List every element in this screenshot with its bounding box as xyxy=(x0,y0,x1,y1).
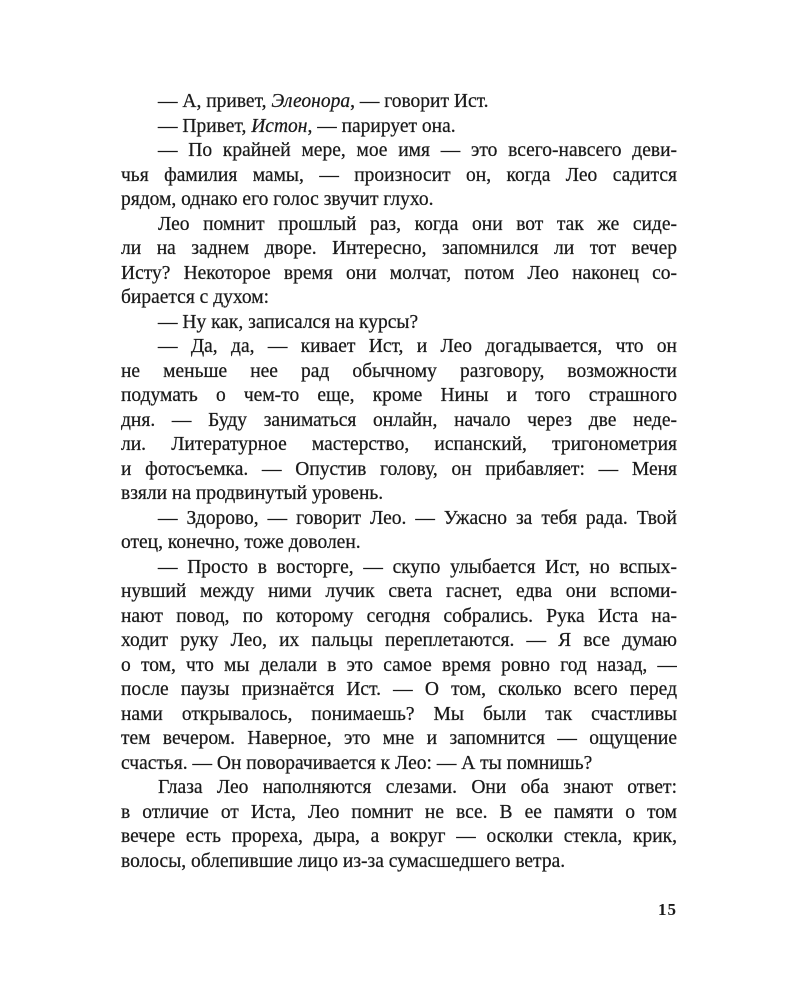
text-line xyxy=(121,580,677,605)
text-line xyxy=(121,115,677,140)
text-segment: бирается с духом: xyxy=(121,287,270,308)
text-line xyxy=(121,458,677,483)
text-line xyxy=(121,188,677,213)
text-segment: в отличие от Иста, Лео помнит не все. В ее памяти о том xyxy=(121,801,677,823)
text-segment: Лео помнит прошлый раз, когда они вот так же сиде- xyxy=(158,213,677,235)
text-line xyxy=(121,139,677,164)
text-segment: нают повод, по которому сегодня собрались. Рука Иста на- xyxy=(121,605,677,627)
text-line xyxy=(121,850,677,875)
text-line xyxy=(121,825,677,850)
text-line xyxy=(121,678,677,703)
text-line xyxy=(121,237,677,262)
text-line xyxy=(121,801,677,826)
italic-text: Элеонора xyxy=(271,91,351,112)
text-segment: нувший между ними лучик света гаснет, едва они вспоми- xyxy=(121,581,677,602)
text-segment: отец, конечно, тоже доволен. xyxy=(121,532,361,553)
text-segment: ходит руку Лео, их пальцы переплетаются. — Я все думаю xyxy=(121,630,677,651)
text-line xyxy=(121,629,677,654)
text-segment: — Да, да, — кивает Ист, и Лео догадывается, что он xyxy=(158,336,677,357)
text-segment: , — парирует она. xyxy=(307,115,456,137)
text-segment: счастья. — Он поворачивается к Лео: — А ты помнишь? xyxy=(121,752,593,774)
text-line xyxy=(121,531,677,556)
text-line xyxy=(121,507,677,532)
text-line xyxy=(121,556,677,581)
book-page-text xyxy=(121,90,677,874)
text-line xyxy=(121,727,677,752)
text-line xyxy=(121,433,677,458)
page-number: 15 xyxy=(658,900,677,919)
text-line xyxy=(121,384,677,409)
text-segment: — А, привет, xyxy=(158,91,272,112)
text-segment: Исту? Некоторое время они молчат, потом Лео наконец со- xyxy=(121,262,677,284)
text-line xyxy=(121,752,677,777)
text-segment: рядом, однако его голос звучит глухо. xyxy=(121,189,434,210)
text-line xyxy=(121,654,677,679)
text-line xyxy=(121,164,677,189)
text-line xyxy=(121,213,677,238)
text-line xyxy=(121,335,677,360)
text-segment: нами открывалось, понимаешь? Мы были так счастливы xyxy=(121,703,677,725)
text-line xyxy=(121,360,677,385)
text-segment: — По крайней мере, мое имя — это всего-навсего деви- xyxy=(158,140,677,161)
text-line xyxy=(121,482,677,507)
text-segment: — Просто в восторге, — скупо улыбается Ист, но вспых- xyxy=(158,556,677,578)
text-line xyxy=(121,286,677,311)
text-line xyxy=(121,776,677,801)
text-segment: волосы, облепившие лицо из-за сумасшедшего ветра. xyxy=(121,850,566,872)
text-line xyxy=(121,605,677,630)
text-segment: , — говорит Ист. xyxy=(350,91,489,112)
text-segment: и фотосъемка. — Опустив голову, он прибавляет: — Меня xyxy=(121,458,677,480)
text-segment: вечере есть прореха, дыра, а вокруг — осколки стекла, крик, xyxy=(121,826,677,847)
text-segment: не меньше нее рад обычному разговору, возможности xyxy=(121,360,677,382)
text-line xyxy=(121,409,677,434)
text-segment: ли. Литературное мастерство, испанский, тригонометрия xyxy=(121,434,677,455)
text-segment: тем вечером. Наверное, это мне и запомнится — ощущение xyxy=(121,728,677,749)
text-segment: дня. — Буду заниматься онлайн, начало через две неде- xyxy=(121,409,677,431)
text-line xyxy=(121,311,677,336)
text-segment: чья фамилия мамы, — произносит он, когда Лео садится xyxy=(121,164,677,186)
text-segment: взяли на продвинутый уровень. xyxy=(121,483,384,504)
text-line xyxy=(121,703,677,728)
text-segment: о том, что мы делали в это самое время ровно год назад, — xyxy=(121,654,677,676)
text-segment: Глаза Лео наполняются слезами. Они оба знают ответ: xyxy=(158,777,677,798)
text-segment: — Здорово, — говорит Лео. — Ужасно за тебя рада. Твой xyxy=(158,507,677,529)
text-segment: — Привет, xyxy=(158,115,252,137)
italic-text: Истон xyxy=(251,115,308,137)
text-segment: после паузы признаётся Ист. — О том, сколько всего перед xyxy=(121,679,677,700)
text-segment: подумать о чем-то еще, кроме Нины и того страшного xyxy=(121,385,677,406)
text-line xyxy=(121,262,677,287)
text-segment: — Ну как, записался на курсы? xyxy=(158,311,419,333)
text-line xyxy=(121,90,677,115)
text-segment: ли на заднем дворе. Интересно, запомнился ли тот вечер xyxy=(121,238,677,259)
